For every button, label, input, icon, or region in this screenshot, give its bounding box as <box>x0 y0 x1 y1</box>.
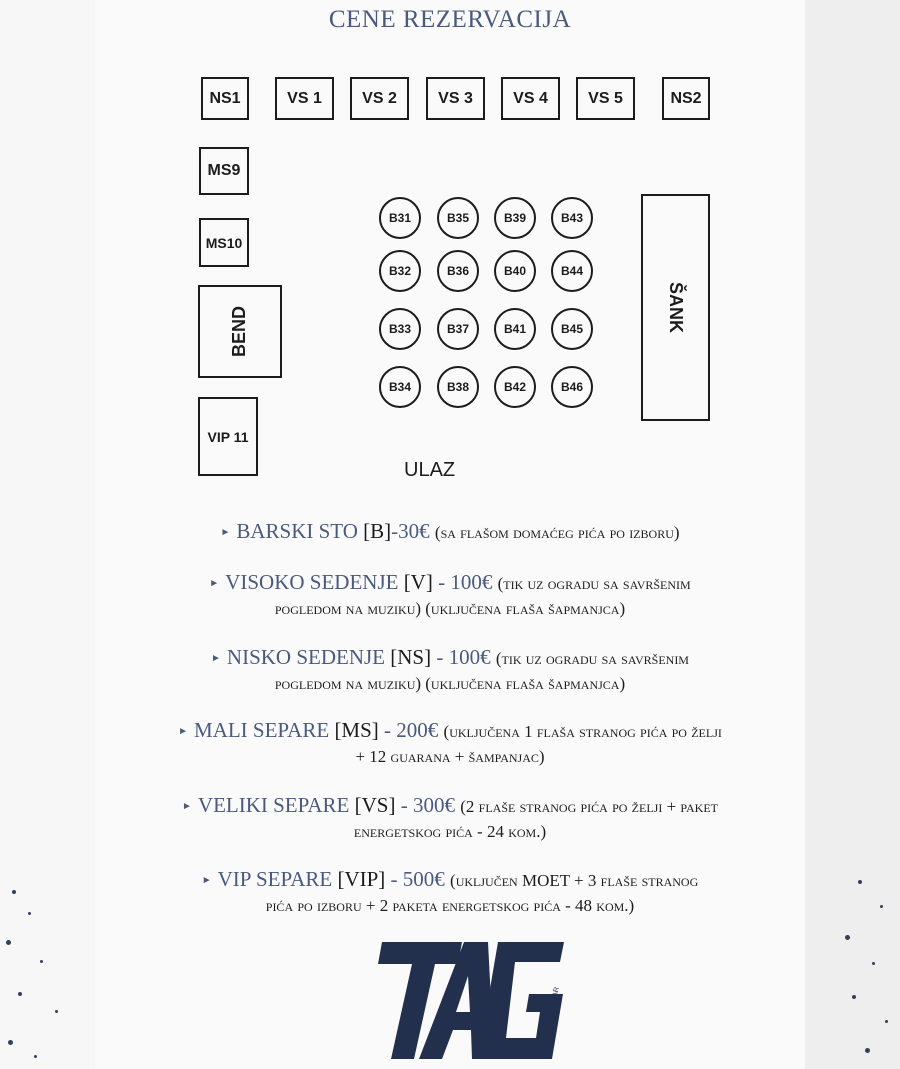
bar-table-b34[interactable]: B34 <box>379 366 421 408</box>
speckle <box>6 940 11 945</box>
speckle <box>872 962 875 965</box>
bullet-arrow-icon: ► <box>178 726 189 738</box>
bar-table-b33[interactable]: B33 <box>379 308 421 350</box>
bullet-arrow-icon: ► <box>220 527 231 539</box>
band-stage <box>198 285 282 378</box>
speckle <box>858 880 862 884</box>
speckle <box>845 935 850 940</box>
table-vs1[interactable]: VS 1 <box>275 77 334 120</box>
price-nisko-sedenje: ► NISKO SEDENJE [NS] - 100€ (tik uz ogradu sa savršenim pogledom na muziku) (uključena flaša šapmanjca) <box>211 645 689 694</box>
table-vip11[interactable]: VIP 11 <box>198 397 258 476</box>
speckle <box>865 1048 870 1053</box>
table-ns1[interactable]: NS1 <box>201 77 249 120</box>
table-ns2[interactable]: NS2 <box>662 77 710 120</box>
bar-table-b40[interactable]: B40 <box>494 250 536 292</box>
bar-table-b35[interactable]: B35 <box>437 197 479 239</box>
bullet-arrow-icon: ► <box>182 801 192 813</box>
speckle <box>852 995 856 999</box>
speckle <box>55 1010 58 1013</box>
table-ms9[interactable]: MS9 <box>199 147 249 195</box>
bar-table-b31[interactable]: B31 <box>379 197 421 239</box>
table-vs4[interactable]: VS 4 <box>501 77 560 120</box>
speckle <box>18 992 22 996</box>
bar-table-b44[interactable]: B44 <box>551 250 593 292</box>
bar-counter <box>641 194 710 421</box>
background-right <box>805 0 900 1069</box>
speckle <box>880 905 883 908</box>
table-vs3[interactable]: VS 3 <box>426 77 485 120</box>
tag-logo <box>378 938 568 1063</box>
speckle <box>8 1040 13 1045</box>
speckle <box>885 1020 888 1023</box>
bar-table-b39[interactable]: B39 <box>494 197 536 239</box>
price-mali-separe: ► MALI SEPARE [MS] - 200€ (uključena 1 flaša stranog pića po želji + 12 guarana + šampanjac) <box>178 718 722 767</box>
price-barski-sto: ► BARSKI STO [B]-30€ (sa flašom domaćeg pića po izboru) <box>220 519 680 543</box>
bullet-arrow-icon: ► <box>201 875 212 887</box>
speckle <box>40 960 43 963</box>
bar-table-b41[interactable]: B41 <box>494 308 536 350</box>
table-vs2[interactable]: VS 2 <box>350 77 409 120</box>
bar-table-b45[interactable]: B45 <box>551 308 593 350</box>
speckle <box>34 1055 37 1058</box>
entrance-label: ULAZ <box>404 459 456 481</box>
bar-table-b32[interactable]: B32 <box>379 250 421 292</box>
bar-table-b46[interactable]: B46 <box>551 366 593 408</box>
background-left <box>0 0 95 1069</box>
bullet-arrow-icon: ► <box>209 578 220 590</box>
bar-label: ŠANK <box>665 281 686 334</box>
page-title: CENE REZERVACIJA <box>328 6 572 33</box>
logo-tagline: THE GASTRO BAR <box>541 986 561 1049</box>
bar-table-b36[interactable]: B36 <box>437 250 479 292</box>
bar-table-b37[interactable]: B37 <box>437 308 479 350</box>
bar-table-b38[interactable]: B38 <box>437 366 479 408</box>
speckle <box>12 890 16 894</box>
speckle <box>28 912 31 915</box>
table-vs5[interactable]: VS 5 <box>576 77 635 120</box>
price-veliki-separe: ► VELIKI SEPARE [VS] - 300€ (2 flaše stranog pića po želji + paket energetskog pića - 24 kom.) <box>182 793 718 842</box>
price-visoko-sedenje: ► VISOKO SEDENJE [V] - 100€ (tik uz ogradu sa savršenim pogledom na muziku) (uključena flaša šapmanjca) <box>209 570 691 619</box>
bar-table-b43[interactable]: B43 <box>551 197 593 239</box>
band-label: BEND <box>229 305 250 358</box>
table-ms10[interactable]: MS10 <box>199 218 249 267</box>
price-vip-separe: ► VIP SEPARE [VIP] - 500€ (uključen MOET + 3 flaše stranog pića po izboru + 2 paketa energetskog pića - 48 kom.) <box>201 867 699 916</box>
bar-table-b42[interactable]: B42 <box>494 366 536 408</box>
bullet-arrow-icon: ► <box>211 653 221 665</box>
